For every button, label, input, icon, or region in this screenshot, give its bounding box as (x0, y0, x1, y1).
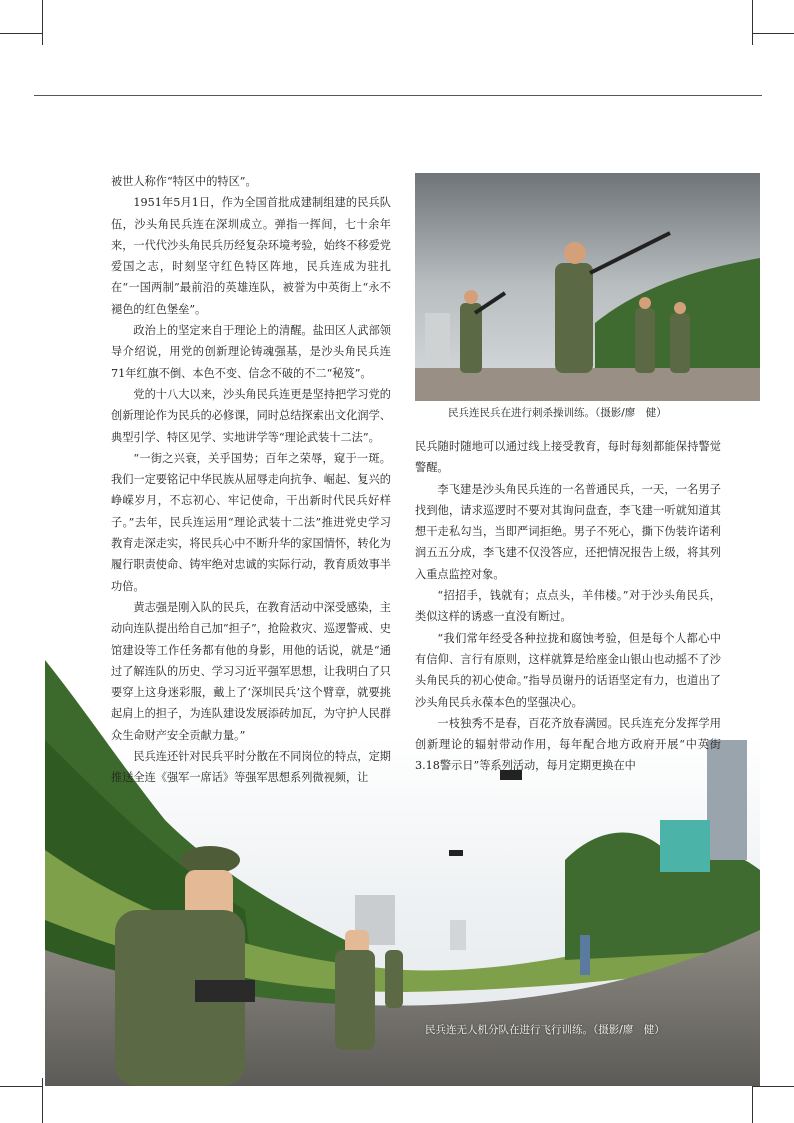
paragraph: “一街之兴衰，关乎国势；百年之荣辱，窥于一斑。我们一定要铭记中华民族从屈辱走向抗争、崛起、复兴的峥嵘岁月，不忘初心、牢记使命，干出新时代民兵好样子。”去年，民兵连运用“理论武装十二法”推进党史学习教育走深走实，将民兵心中不断升华的家国情怀，转化为履行职责使命、铸牢绝对忠诚的实际行动，教育质效事半功倍。 (111, 451, 391, 593)
bayonet-drill-photo (415, 173, 760, 401)
bayonet-drill-illustration (415, 173, 760, 401)
paragraph: “我们常年经受各种拉拢和腐蚀考验，但是每个人都心中有信仰、言行有原则，这样就算是给座金山银山也动摇不了沙头角民兵的初心使命。”指导员谢丹的话语坚定有力，也道出了沙头角民兵永葆本色的坚强决心。 (415, 631, 721, 709)
crop-mark-bottom-left-h (0, 1086, 42, 1087)
paragraph: 被世人称作“特区中的特区”。 (111, 175, 257, 188)
paragraph: 民兵随时随地可以通过线上接受教育，每时每刻都能保持警觉警醒。 (415, 440, 721, 475)
paragraph: 1951年5月1日，作为全国首批成建制组建的民兵队伍，沙头角民兵连在深圳成立。弹指一挥间，七十余年来，一代代沙头角民兵历经复杂环境考验，始终不移爱党爱国之志，时刻坚守红色特区阵地，民兵连成为驻扎在“一国两制”最前沿的英雄连队，被誉为中英街上“永不褪色的红色堡垒”。 (111, 196, 391, 316)
crop-mark-bottom-right-h (752, 1086, 794, 1087)
crop-mark-top-left-v (42, 0, 43, 45)
paragraph: 政治上的坚定来自于理论上的清醒。盐田区人武部领导介绍说，用党的创新理论铸魂强基，是沙头角民兵连71年红旗不倒、本色不变、信念不破的不二“秘笈”。 (111, 324, 391, 380)
drone-photo-caption: 民兵连无人机分队在进行飞行训练。（摄影/廖 健） (425, 1024, 665, 1036)
right-text-column (415, 436, 721, 777)
paragraph: 党的十八大以来，沙头角民兵连更是坚持把学习党的创新理论作为民兵的必修课，同时总结探索出文化润学、典型引学、特区见学、实地讲学等“理论武装十二法”。 (111, 387, 391, 444)
paragraph: 一枝独秀不是春，百花齐放春满园。民兵连充分发挥学用创新理论的辐射带动作用，每年配合地方政府开展“中英街3.18警示日”等系列活动，每月定期更换在中 (415, 716, 721, 773)
paragraph: 黄志强是刚入队的民兵，在教育活动中深受感染，主动向连队提出给自己加“担子”，抢险救灾、巡逻警戒、史馆建设等工作任务都有他的身影，用他的话说，就是“通过了解连队的历史、学习习近平强军思想，让我明白了只要穿上这身迷彩服，戴上了‘深圳民兵’这个臂章，就要挑起肩上的担子，为连队建设发展添砖加瓦，为守护人民群众生命财产安全贡献力量。” (111, 600, 391, 742)
crop-mark-top-right-h (752, 33, 794, 34)
drill-photo-caption: 民兵连民兵在进行刺杀操训练。（摄影/廖 健） (448, 407, 667, 419)
paragraph: “招招手，钱就有；点点头，羊伟楼。”对于沙头角民兵，类似这样的诱惑一直没有断过。 (415, 589, 721, 624)
left-text-column (111, 171, 391, 789)
crop-mark-top-right-v (752, 0, 753, 45)
crop-mark-top-left-h (0, 33, 42, 34)
crop-mark-bottom-left-v (42, 1078, 43, 1123)
header-rule (34, 95, 762, 96)
paragraph: 李飞建是沙头角民兵连的一名普通民兵，一天，一名男子找到他，请求巡逻时不要对其询问盘查，李飞建一听就知道其想干走私勾当，当即严词拒绝。男子不死心，撕下伪装许诺利润五五分成，李飞建不仅没答应，还把情况报告上级，将其列入重点监控对象。 (415, 482, 721, 581)
paragraph: 民兵连还针对民兵平时分散在不同岗位的特点，定期推送全连《强军一席话》等强军思想系列微视频，让 (111, 750, 391, 785)
